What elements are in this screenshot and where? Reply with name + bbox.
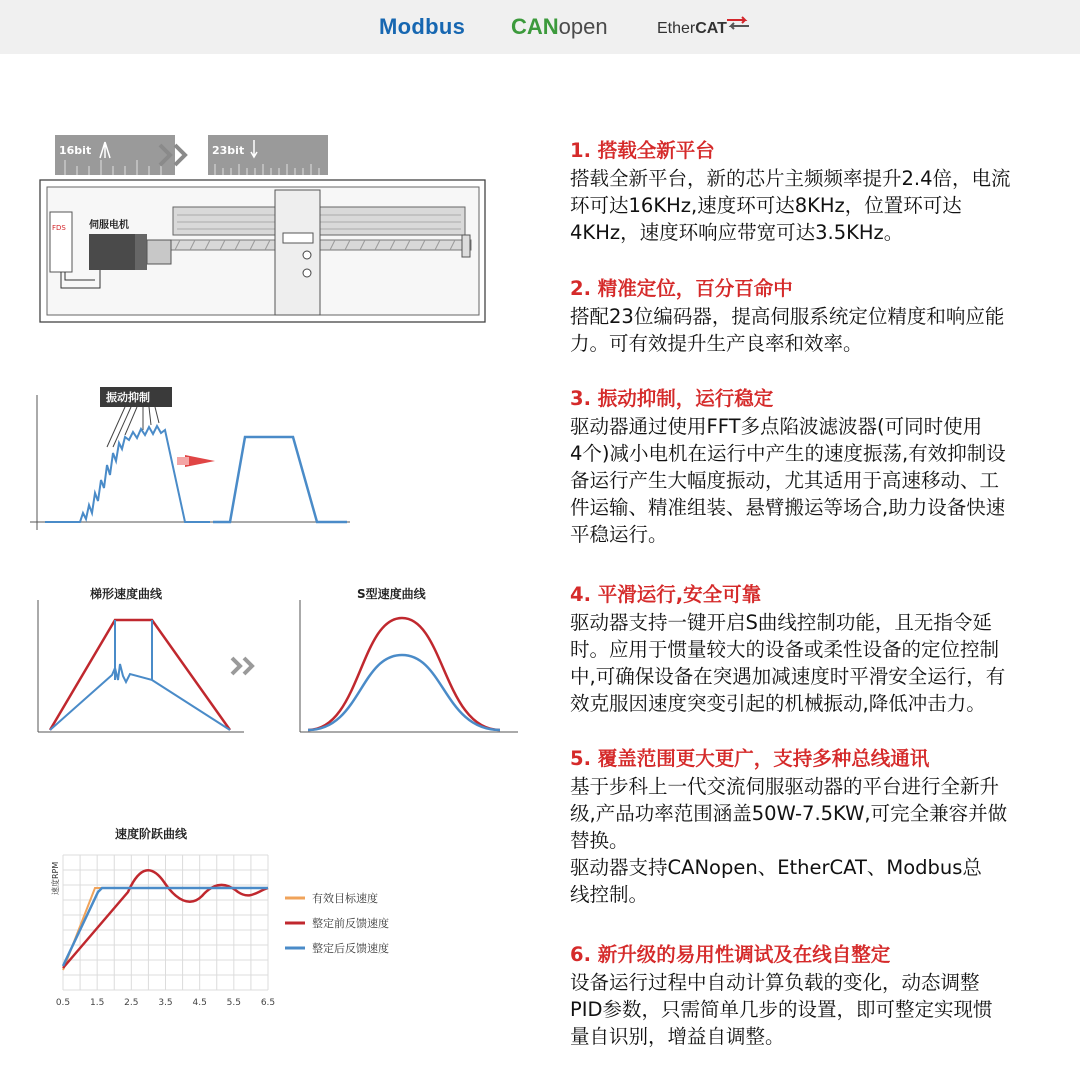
x-tick-label: 6.5 <box>260 998 276 1008</box>
feature-line: 备运行产生大幅度振动，尤其适用于高速移动、工 <box>570 469 1000 492</box>
x-tick-label: 4.5 <box>192 998 207 1008</box>
step-chart-title: 速度阶跃曲线 <box>115 827 188 841</box>
trapezoid-title: 梯形速度曲线 <box>90 587 163 601</box>
feature-line: PID参数，只需简单几步的设置，即可整定实现惯 <box>570 998 993 1021</box>
vibration-curve-after <box>213 437 347 522</box>
feature-line: 中,可确保设备在突遇加减速度时平滑安全运行，有 <box>570 665 1006 688</box>
legend-before: 整定前反馈速度 <box>312 917 389 930</box>
feature-line: 力。可有效提升生产良率和效率。 <box>570 332 863 355</box>
feature-title: 4. 平滑运行,安全可靠 <box>570 583 762 606</box>
feature-line: 4个)减小电机在运行中产生的速度振荡,有效抑制设 <box>570 442 1006 465</box>
feature-1 <box>570 136 1060 246</box>
servo-driver <box>50 212 72 272</box>
feature-6 <box>570 940 1060 1050</box>
feature-line: 平稳运行。 <box>570 523 668 546</box>
trapezoid-vs-s-curve-diagram <box>30 580 530 740</box>
fds-label: FDS <box>52 224 66 232</box>
feature-title: 2. 精准定位，百分百命中 <box>570 277 793 300</box>
feature-title: 6. 新升级的易用性调试及在线自整定 <box>570 943 891 966</box>
x-tick-label: 1.5 <box>90 998 105 1008</box>
double-chevron-icon <box>232 658 252 674</box>
feature-title: 3. 振动抑制，运行稳定 <box>570 387 774 410</box>
x-tick-label: 2.5 <box>124 998 139 1008</box>
logo-bar <box>0 0 1080 54</box>
x-tick-label: 3.5 <box>158 998 173 1008</box>
x-tick-label: 0.5 <box>55 998 71 1008</box>
encoder-machine-diagram <box>35 130 495 330</box>
feature-line: 替换。 <box>570 829 629 852</box>
x-tick-label: 5.5 <box>226 998 241 1008</box>
feature-2 <box>570 274 1060 357</box>
ethercat-logo: EtherCAT <box>657 20 727 37</box>
step-chart-ylabel: 速度RPM <box>51 861 60 895</box>
feature-line: 件运输、精准组装、悬臂搬运等场合,助力设备快速 <box>570 496 1006 519</box>
feature-line: 驱动器支持一键开启S曲线控制功能，且无指令延 <box>570 611 992 634</box>
feature-line: 量自识别，增益自调整。 <box>570 1025 785 1048</box>
ethercat-arrow-icon <box>727 16 751 30</box>
feature-line: 环可达16KHz,速度环可达8KHz，位置环可达 <box>570 194 962 217</box>
16bit-label: 16bit <box>59 144 92 157</box>
feature-title: 1. 搭载全新平台 <box>570 139 715 162</box>
feature-line: 驱动器支持CANopen、EtherCAT、Modbus总 <box>570 856 982 879</box>
feature-line: 搭配23位编码器，提高伺服系统定位精度和响应能 <box>570 305 1005 328</box>
feature-line: 线控制。 <box>570 883 649 906</box>
legend-target: 有效目标速度 <box>312 892 378 905</box>
trapezoid-blue-curve <box>50 620 230 730</box>
canopen-logo: CANopen <box>511 14 608 39</box>
23bit-label: 23bit <box>212 144 245 157</box>
feature-line: 设备运行过程中自动计算负载的变化，动态调整 <box>570 971 980 994</box>
feature-5 <box>570 744 1060 908</box>
feature-line: 级,产品功率范围涵盖50W-7.5KW,可完全兼容并做 <box>570 802 1008 825</box>
feature-3 <box>570 384 1060 548</box>
vibration-label: 振动抑制 <box>106 391 150 404</box>
step-chart-x-ticks <box>56 998 275 1008</box>
vibration-curve-before <box>45 426 210 522</box>
feature-line: 4KHz，速度环响应带宽可达3.5KHz。 <box>570 221 904 244</box>
legend-after: 整定后反馈速度 <box>312 942 389 955</box>
step-chart-grid <box>63 855 268 990</box>
feature-4 <box>570 580 1060 717</box>
feature-line: 效克服因速度突变引起的机械振动,降低冲击力。 <box>570 692 986 715</box>
step-chart-legend <box>285 891 389 955</box>
modbus-logo: Modbus <box>379 14 466 39</box>
vibration-suppression-diagram <box>25 385 365 535</box>
feature-line: 驱动器通过使用FFT多点陷波滤波器(可同时使用 <box>570 415 983 438</box>
feature-title: 5. 覆盖范围更大更广，支持多种总线通讯 <box>570 747 930 770</box>
feature-line: 搭载全新平台，新的芯片主频频率提升2.4倍，电流 <box>570 167 1011 190</box>
feature-line: 基于步科上一代交流伺服驱动器的平台进行全新升 <box>570 775 1000 798</box>
feature-line: 时。应用于惯量较大的设备或柔性设备的定位控制 <box>570 638 1000 661</box>
red-arrow-icon <box>185 455 215 467</box>
s-curve-title: S型速度曲线 <box>357 587 426 601</box>
servo-motor <box>89 234 135 270</box>
speed-step-chart <box>40 820 420 1015</box>
servo-motor-label: 伺服电机 <box>89 220 129 231</box>
s-curve-red <box>308 618 500 730</box>
